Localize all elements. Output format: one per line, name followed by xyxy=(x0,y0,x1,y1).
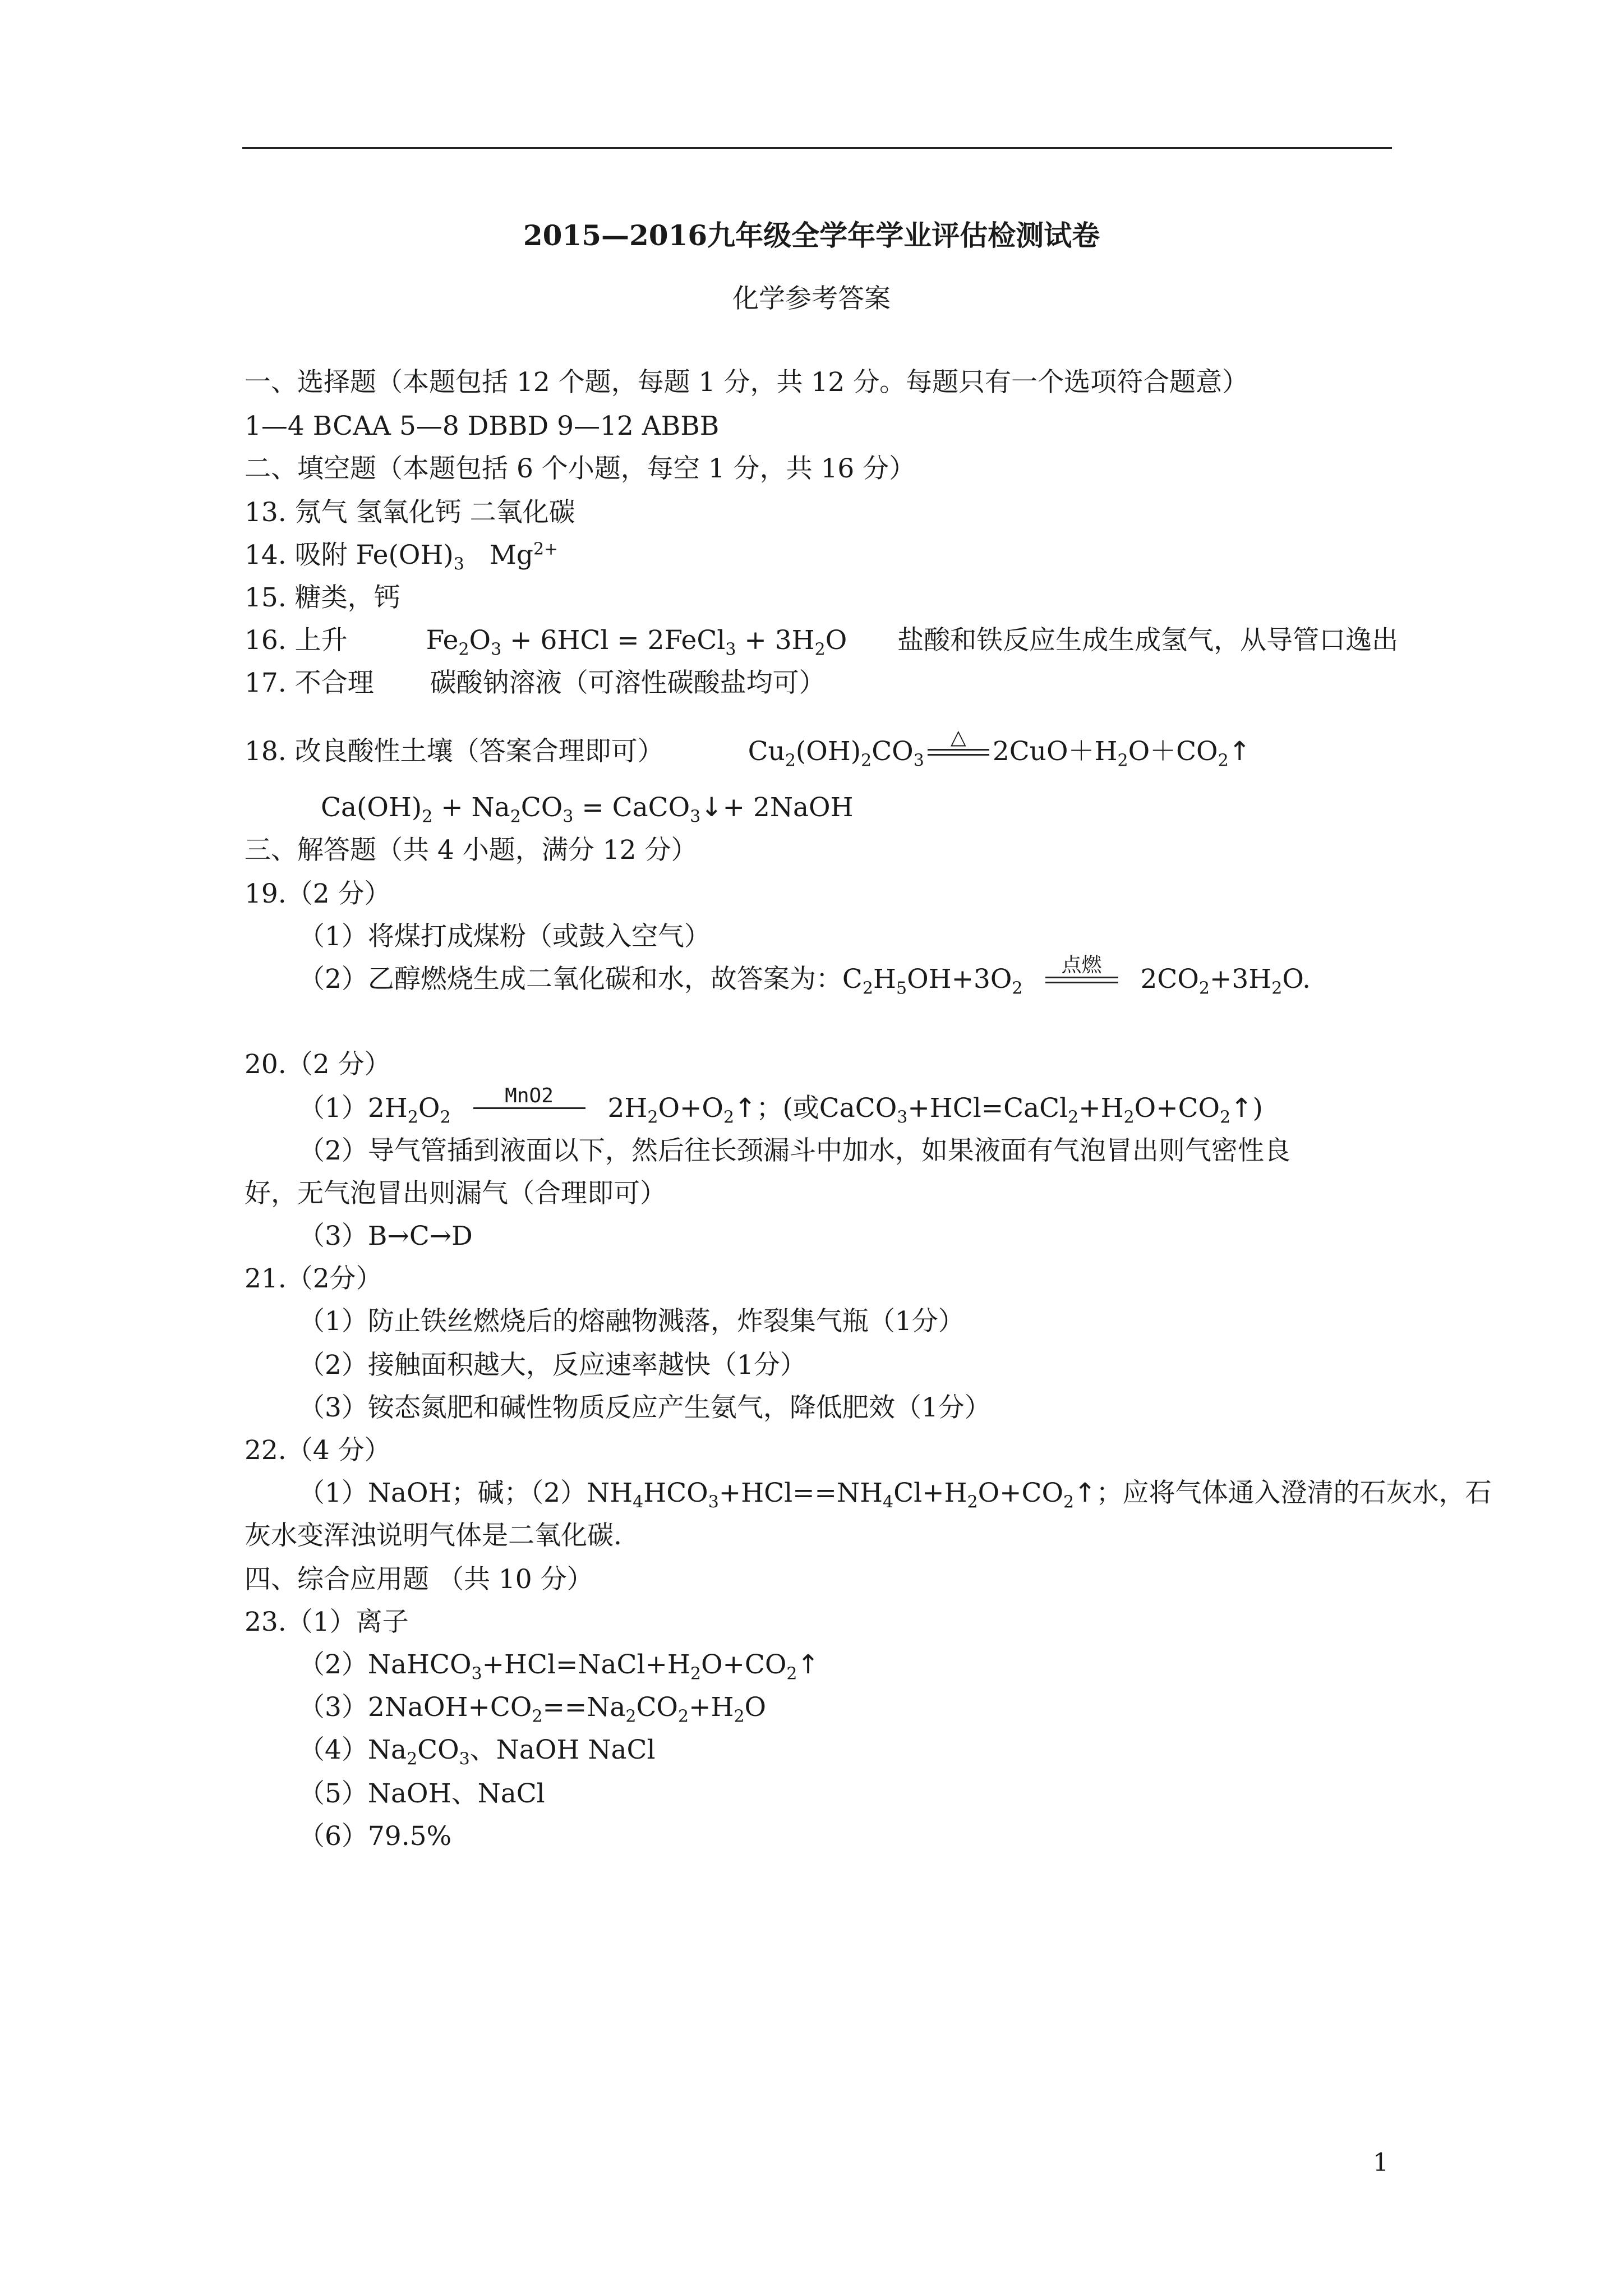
catalyst-condition: MnO2 xyxy=(473,1085,585,1109)
answer-20-1: $(1)2H_2O_2$ MnO2 $2H_2O+O_2↑$；(或$CaCO_3+HCl=CaCl_2+H_2O+CO_2↑$) xyxy=(298,1084,1263,1128)
answer-23-3: $(3)2NaOH+CO_2==Na_2CO_2+H_2O$ xyxy=(298,1692,767,1727)
answer-19-2: （2）乙醇燃烧生成二氧化碳和水，故答案为：$C_2H_5OH+3O_2$ 点燃 $2CO_2+3H_2O$. xyxy=(298,954,1311,999)
answer-21-3: （3）铵态氮肥和碱性物质反应产生氨气，降低肥效（1分） xyxy=(298,1392,991,1423)
header-rule xyxy=(242,147,1392,149)
page-number: 1 xyxy=(1373,2148,1389,2177)
answer-14: 14. 吸附 $Fe(OH)_3$ $Mg^{2+}$ xyxy=(245,539,559,574)
answer-23-5: （5）NaOH、NaCl xyxy=(298,1778,545,1809)
question-21-heading: 21.（2分） xyxy=(245,1263,382,1294)
answer-19-1: （1）将煤打成煤粉（或鼓入空气） xyxy=(298,921,711,952)
answer-18-equation-2: $Ca(OH)_2 + Na_2CO_3$ = CaCO$_3$↓+ 2NaOH xyxy=(321,792,854,827)
answer-23-2: $(2)NaHCO_3+HCl=NaCl+H_2O+CO_2↑$ xyxy=(298,1649,819,1684)
section-4-heading: 四、综合应用题 （共 10 分） xyxy=(245,1564,593,1595)
answer-21-2: （2）接触面积越大，反应速率越快（1分） xyxy=(298,1350,806,1381)
answer-17: 17. 不合理 碳酸钠溶液（可溶性碳酸盐均可） xyxy=(245,668,826,698)
question-20-heading: 20.（2 分） xyxy=(245,1049,391,1080)
answer-13: 13. 氖气 氢氧化钙 二氧化碳 xyxy=(245,497,575,528)
answer-20-3: （3）B→C→D xyxy=(298,1221,473,1251)
page-title: 2015—2016九年级全学年学业评估检测试卷 xyxy=(523,219,1100,252)
section-3-heading: 三、解答题（共 4 小题，满分 12 分） xyxy=(245,835,698,866)
question-19-heading: 19.（2 分） xyxy=(245,878,391,909)
page-subtitle: 化学参考答案 xyxy=(732,283,891,314)
heat-condition: △ xyxy=(928,726,989,756)
section-1-heading: 一、选择题（本题包括 12 个题，每题 1 分，共 12 分。每题只有一个选项符合题意） xyxy=(245,367,1249,398)
answer-15: 15. 糖类，钙 xyxy=(245,582,400,613)
equation-16: $Fe_2O_3 + 6HCl$ = 2FeCl$_3$ + $3H_2O$ xyxy=(426,625,847,660)
answer-21-1: （1）防止铁丝燃烧后的熔融物溅落，炸裂集气瓶（1分） xyxy=(298,1306,965,1337)
ignite-condition: 点燃 xyxy=(1045,954,1118,983)
answer-20-2-line-1: （2）导气管插到液面以下，然后往长颈漏斗中加水，如果液面有气泡冒出则气密性良 xyxy=(298,1135,1290,1166)
answer-22-line-1: （1）NaOH；碱；$(2)NH_4HCO_3+HCl==NH_4Cl+H_2O+CO_2↑$；应将气体通入澄清的石灰水，石 xyxy=(298,1478,1492,1512)
answer-16: 16. 上升 $Fe_2O_3 + 6HCl$ = 2FeCl$_3$ + $3H_2O$ 盐酸和铁反应生成生成氢气，从导管口逸出 xyxy=(245,625,1399,660)
answer-23-1: 23.（1）离子 xyxy=(245,1607,409,1637)
answer-20-2-line-2: 好，无气泡冒出则漏气（合理即可） xyxy=(245,1178,666,1209)
answer-22-line-2: 灰水变浑浊说明气体是二氧化碳. xyxy=(245,1520,622,1551)
answer-23-6: （6）79.5% xyxy=(298,1821,452,1852)
answer-18: 18. 改良酸性土壤（答案合理即可） $Cu_2(OH)_2CO_3$ △ $2CuO+H_2O+CO_2↑$ xyxy=(245,726,1251,771)
question-22-heading: 22.（4 分） xyxy=(245,1435,391,1466)
answer-23-4: $(4)Na_2CO_3$、NaOH NaCl xyxy=(298,1734,656,1769)
section-2-heading: 二、填空题（本题包括 6 个小题，每空 1 分，共 16 分） xyxy=(245,453,916,484)
answer-line-1: 1—4 BCAA 5—8 DBBD 9—12 ABBB xyxy=(245,411,720,441)
